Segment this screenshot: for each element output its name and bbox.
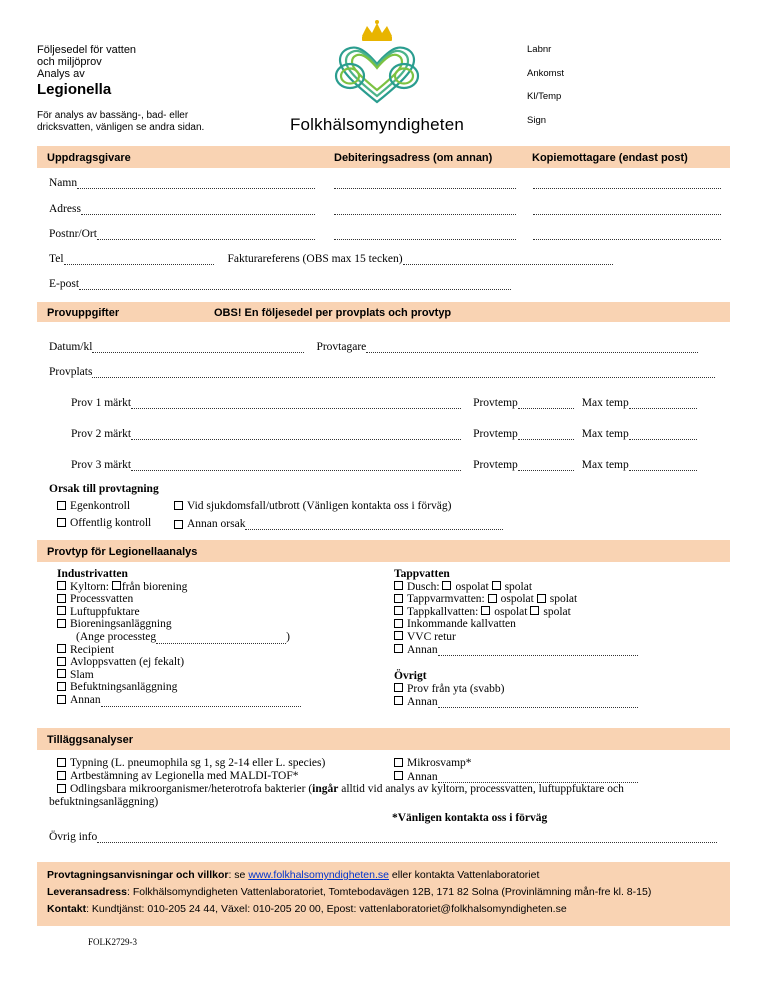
form-title: Legionella [37, 81, 112, 98]
label-prov3: Prov 3 märkt [71, 459, 132, 471]
option-label: Annan [70, 694, 101, 706]
label-datum: Datum/kl [49, 341, 93, 353]
lab-field-kltemp: Kl/Temp [527, 91, 562, 102]
label-namn: Namn [49, 177, 78, 189]
checkbox[interactable] [537, 594, 546, 603]
header-line-3: Analys av [37, 68, 85, 80]
footer-text-1a: : se [228, 869, 249, 881]
section-title-debitering: Debiteringsadress (om annan) [334, 152, 493, 164]
field-row-tel [49, 252, 613, 265]
option-label: Recipient [70, 643, 115, 656]
label-provplats: Provplats [49, 366, 93, 378]
input-annan-orsak[interactable] [245, 517, 503, 530]
input-kopia-1[interactable] [533, 176, 721, 189]
option-label: spolat [543, 605, 571, 618]
section-title-kopiemottagare: Kopiemottagare (endast post) [532, 152, 688, 164]
option-label: Kyltorn: [70, 580, 109, 593]
field-row-namn [49, 176, 315, 189]
field-row-prov2 [71, 427, 697, 440]
footer-text-3: : Kundtjänst: 010-205 24 44, Växel: 010-205 20 00, Epost: vattenlaboratoriet@folkhalsomyndigheten.se [86, 903, 567, 915]
option-annan-orsak [174, 517, 503, 530]
option-vid-sjukdom[interactable] [174, 500, 451, 513]
option-label: Bioreningsanläggning [70, 618, 172, 630]
odling-text-a: Odlingsbara mikroorganismer/heterotrofa bakterier ( [70, 783, 313, 795]
option-dusch[interactable] [394, 581, 638, 594]
footer-line-1 [37, 862, 730, 884]
option-label: Dusch: [407, 580, 440, 593]
input-debitering-2[interactable] [334, 202, 516, 215]
checkbox[interactable] [57, 594, 66, 603]
option-label: Annan [407, 771, 438, 783]
checkbox[interactable] [394, 594, 403, 603]
label-provtagare: Provtagare [316, 341, 367, 353]
checkbox[interactable] [492, 581, 501, 590]
option-label: Mikrosvamp* [407, 757, 472, 769]
option-label: Annan orsak [187, 518, 246, 530]
option-odling[interactable] [49, 783, 729, 808]
checkbox[interactable] [57, 619, 66, 628]
option-label: Avloppsvatten (ej fekalt) [70, 656, 185, 668]
section-title-provuppgifter: Provuppgifter [47, 307, 120, 319]
checkbox[interactable] [57, 682, 66, 691]
option-annan-ovrigt [394, 695, 638, 708]
option-label: spolat [549, 593, 578, 605]
label-provtemp-3: Provtemp [473, 459, 518, 471]
field-row-kopia-3 [533, 227, 721, 240]
input-prov1[interactable] [131, 396, 461, 409]
input-kopia-2[interactable] [533, 202, 721, 215]
processteg-row [57, 631, 301, 644]
option-tappkall[interactable] [394, 606, 638, 619]
section-title-uppdragsgivare: Uppdragsgivare [47, 152, 131, 164]
option-processvatten[interactable] [57, 593, 301, 606]
checkbox[interactable] [442, 581, 451, 590]
odling-text-bold: ingår [312, 783, 339, 795]
label-ovrig-info: Övrig info [49, 831, 98, 843]
footer-label-1: Provtagningsanvisningar och villkor [47, 869, 229, 881]
footer-label-2: Leveransadress [47, 886, 127, 898]
label-maxtemp-1: Max temp [581, 397, 629, 409]
option-vvc[interactable] [394, 631, 638, 644]
input-annan-tillagg[interactable] [438, 770, 638, 783]
option-prov-yta[interactable] [394, 683, 638, 696]
option-label: Tappkallvatten: [407, 605, 479, 618]
field-row-ovrig-info [49, 830, 717, 843]
checkbox[interactable] [530, 606, 539, 615]
checkbox[interactable] [394, 581, 403, 590]
option-label: Processvatten [70, 593, 134, 605]
option-befuktning[interactable] [57, 681, 301, 694]
label-adress: Adress [49, 203, 81, 215]
option-annan-industri [57, 694, 301, 707]
input-annan-ovrigt[interactable] [438, 695, 638, 708]
label-postnr: Postnr/Ort [49, 228, 97, 240]
odling-text-c: alltid vid analys av kyltorn, processvatten, luftuppfuktare och [338, 783, 624, 795]
section-band-provuppgifter [37, 302, 730, 322]
input-tel[interactable] [64, 252, 214, 265]
option-label: Annan [407, 643, 438, 656]
lab-field-sign: Sign [527, 114, 547, 126]
option-label: ospolat [455, 580, 489, 593]
input-postnr[interactable] [97, 227, 315, 240]
option-mikrosvamp[interactable] [394, 757, 472, 770]
checkbox[interactable] [394, 683, 403, 692]
odling-text-d: befuktningsanläggning) [49, 795, 159, 808]
label-provtemp-1: Provtemp [473, 397, 518, 409]
checkbox[interactable] [57, 606, 66, 615]
industrivatten-title: Industrivatten [57, 568, 128, 580]
input-maxtemp-3[interactable] [629, 458, 697, 471]
checkbox[interactable] [174, 501, 183, 510]
input-ovrig-info[interactable] [97, 830, 717, 843]
input-fakturareferens[interactable] [403, 252, 613, 265]
input-datum[interactable] [92, 340, 304, 353]
input-maxtemp-2[interactable] [629, 427, 697, 440]
section-title-provtyp: Provtyp för Legionellaanalys [47, 546, 198, 558]
option-inkommande[interactable] [394, 618, 638, 631]
field-row-postnr [49, 227, 315, 240]
option-annan-tapp [394, 643, 638, 656]
option-label: Luftuppfuktare [70, 605, 140, 618]
website-link[interactable]: www.folkhalsomyndigheten.se [248, 869, 389, 881]
checkbox[interactable] [57, 581, 66, 590]
input-annan-tapp[interactable] [438, 643, 638, 656]
input-provtagare[interactable] [366, 340, 698, 353]
input-annan-industri[interactable] [101, 694, 301, 707]
input-maxtemp-1[interactable] [629, 396, 697, 409]
option-avloppsvatten[interactable] [57, 656, 301, 669]
field-row-datum [49, 340, 698, 353]
option-label: Befuktningsanläggning [70, 681, 178, 693]
section-band-uppdragsgivare [37, 146, 730, 168]
kontakta-note: *Vänligen kontakta oss i förväg [392, 812, 548, 824]
checkbox[interactable] [57, 644, 66, 653]
checkbox[interactable] [57, 501, 66, 510]
option-typning[interactable] [57, 757, 325, 770]
input-provtemp-2[interactable] [518, 427, 574, 440]
field-row-prov3 [71, 458, 697, 471]
option-label: Annan [407, 695, 438, 708]
input-adress[interactable] [81, 202, 315, 215]
label-processteg: (Ange processteg [76, 631, 157, 643]
lab-fields [527, 44, 564, 138]
industrivatten-list [57, 568, 301, 707]
lab-field-labnr: Labnr [527, 44, 552, 55]
input-kopia-3[interactable] [533, 227, 721, 240]
checkbox[interactable] [394, 619, 403, 628]
footer-label-3: Kontakt [47, 903, 87, 915]
option-label: VVC retur [407, 630, 456, 643]
checkbox[interactable] [57, 695, 66, 704]
option-egenkontroll[interactable] [57, 500, 130, 513]
label-maxtemp-3: Max temp [581, 459, 629, 471]
option-artbestamning[interactable] [57, 770, 298, 783]
option-annan-tillagg [394, 770, 638, 783]
input-processteg[interactable] [156, 631, 286, 644]
option-label: Egenkontroll [70, 500, 131, 512]
checkbox[interactable] [174, 520, 183, 529]
option-label: spolat [504, 580, 533, 593]
field-row-prov1 [71, 396, 697, 409]
option-label: Typning (L. pneumophila sg 1, sg 2-14 eller L. species) [70, 757, 326, 769]
footer-line-2 [37, 884, 730, 901]
checkbox[interactable] [57, 771, 66, 780]
input-epost[interactable] [79, 277, 511, 290]
section-band-provtyp [37, 540, 730, 562]
field-row-debitering-2 [334, 202, 516, 215]
input-provtemp-1[interactable] [518, 396, 574, 409]
input-provplats[interactable] [92, 365, 715, 378]
checkbox[interactable] [57, 758, 66, 767]
header-note-line-1: För analys av bassäng-, bad- eller [37, 110, 189, 121]
tappvatten-list [394, 568, 638, 708]
label-maxtemp-2: Max temp [581, 428, 629, 440]
form-code: FOLK2729-3 [88, 937, 137, 947]
heart-crown-icon [282, 20, 472, 112]
header-line-2: och miljöprov [37, 56, 102, 68]
section-obs-note: OBS! En följesedel per provplats och provtyp [214, 307, 452, 319]
logo-wordmark: Folkhälsomyndigheten [289, 115, 465, 134]
option-label: från biorening [121, 580, 188, 593]
option-tappvarm[interactable] [394, 593, 638, 606]
header-line-1: Följesedel för vatten [37, 44, 137, 56]
tappvatten-title: Tappvatten [394, 568, 450, 580]
field-row-debitering-3 [334, 227, 516, 240]
option-label: Artbestämning av Legionella med MALDI-TOF* [70, 770, 299, 782]
label-provtemp-2: Provtemp [473, 428, 518, 440]
label-prov2: Prov 2 märkt [71, 428, 132, 440]
checkbox[interactable] [481, 606, 490, 615]
label-prov1: Prov 1 märkt [71, 397, 132, 409]
footer-text-2: : Folkhälsomyndigheten Vattenlaboratoriet, Tomtebodavägen 12B, 171 82 Solna (Provinlämning mån-fre kl. 8-15) [126, 886, 652, 898]
checkbox[interactable] [394, 758, 403, 767]
option-label: ospolat [500, 593, 534, 605]
input-debitering-3[interactable] [334, 227, 516, 240]
label-fakturareferens: Fakturareferens (OBS max 15 tecken) [227, 253, 403, 265]
input-debitering-1[interactable] [334, 176, 516, 189]
option-label: ospolat [494, 605, 528, 618]
option-label: Slam [70, 668, 94, 681]
option-label: Inkommande kallvatten [407, 618, 516, 630]
checkbox[interactable] [112, 581, 121, 590]
lab-field-ankomst: Ankomst [527, 67, 564, 79]
ovrigt-title: Övrigt [394, 670, 427, 682]
option-label: Tappvarmvatten: [407, 593, 485, 605]
checkbox[interactable] [57, 657, 66, 666]
field-row-epost [49, 277, 511, 290]
input-provtemp-3[interactable] [518, 458, 574, 471]
checkbox[interactable] [394, 696, 403, 705]
option-bioreningsanlaggning[interactable] [57, 618, 301, 631]
form-header [37, 44, 204, 134]
section-title-tillagg: Tilläggsanalyser [47, 734, 134, 746]
paren: ) [286, 631, 290, 643]
checkbox[interactable] [394, 606, 403, 615]
field-row-debitering-1 [334, 176, 516, 189]
header-note-line-2: dricksvatten, vänligen se andra sidan. [37, 122, 205, 133]
field-row-kopia-1 [533, 176, 721, 189]
field-row-adress [49, 202, 315, 215]
input-prov2[interactable] [131, 427, 461, 440]
option-label: Vid sjukdomsfall/utbrott (Vänligen kontakta oss i förväg) [187, 500, 452, 512]
label-epost: E-post [49, 278, 80, 290]
option-label: Prov från yta (svabb) [407, 682, 505, 695]
checkbox[interactable] [394, 771, 403, 780]
option-recipient[interactable] [57, 644, 301, 657]
label-tel: Tel [49, 253, 64, 265]
header-note [37, 110, 204, 134]
agency-logo [282, 20, 472, 135]
checkbox[interactable] [57, 784, 66, 793]
checkbox[interactable] [394, 631, 403, 640]
input-prov3[interactable] [131, 458, 461, 471]
footer-line-3 [37, 901, 730, 918]
checkbox[interactable] [394, 644, 403, 653]
option-kyltorn[interactable] [57, 581, 301, 594]
input-namn[interactable] [77, 176, 315, 189]
section-band-tillagg [37, 728, 730, 750]
footer-info-band [37, 862, 730, 926]
checkbox[interactable] [57, 669, 66, 678]
footer-text-1b: eller kontakta Vattenlaboratoriet [388, 869, 540, 881]
field-row-provplats [49, 365, 715, 378]
checkbox[interactable] [488, 594, 497, 603]
option-slam[interactable] [57, 669, 301, 682]
option-luftuppfuktare[interactable] [57, 606, 301, 619]
orsak-title: Orsak till provtagning [49, 483, 159, 495]
field-row-kopia-2 [533, 202, 721, 215]
option-offentlig[interactable] [57, 517, 151, 530]
option-label: Offentlig kontroll [70, 517, 152, 529]
checkbox[interactable] [57, 518, 66, 527]
